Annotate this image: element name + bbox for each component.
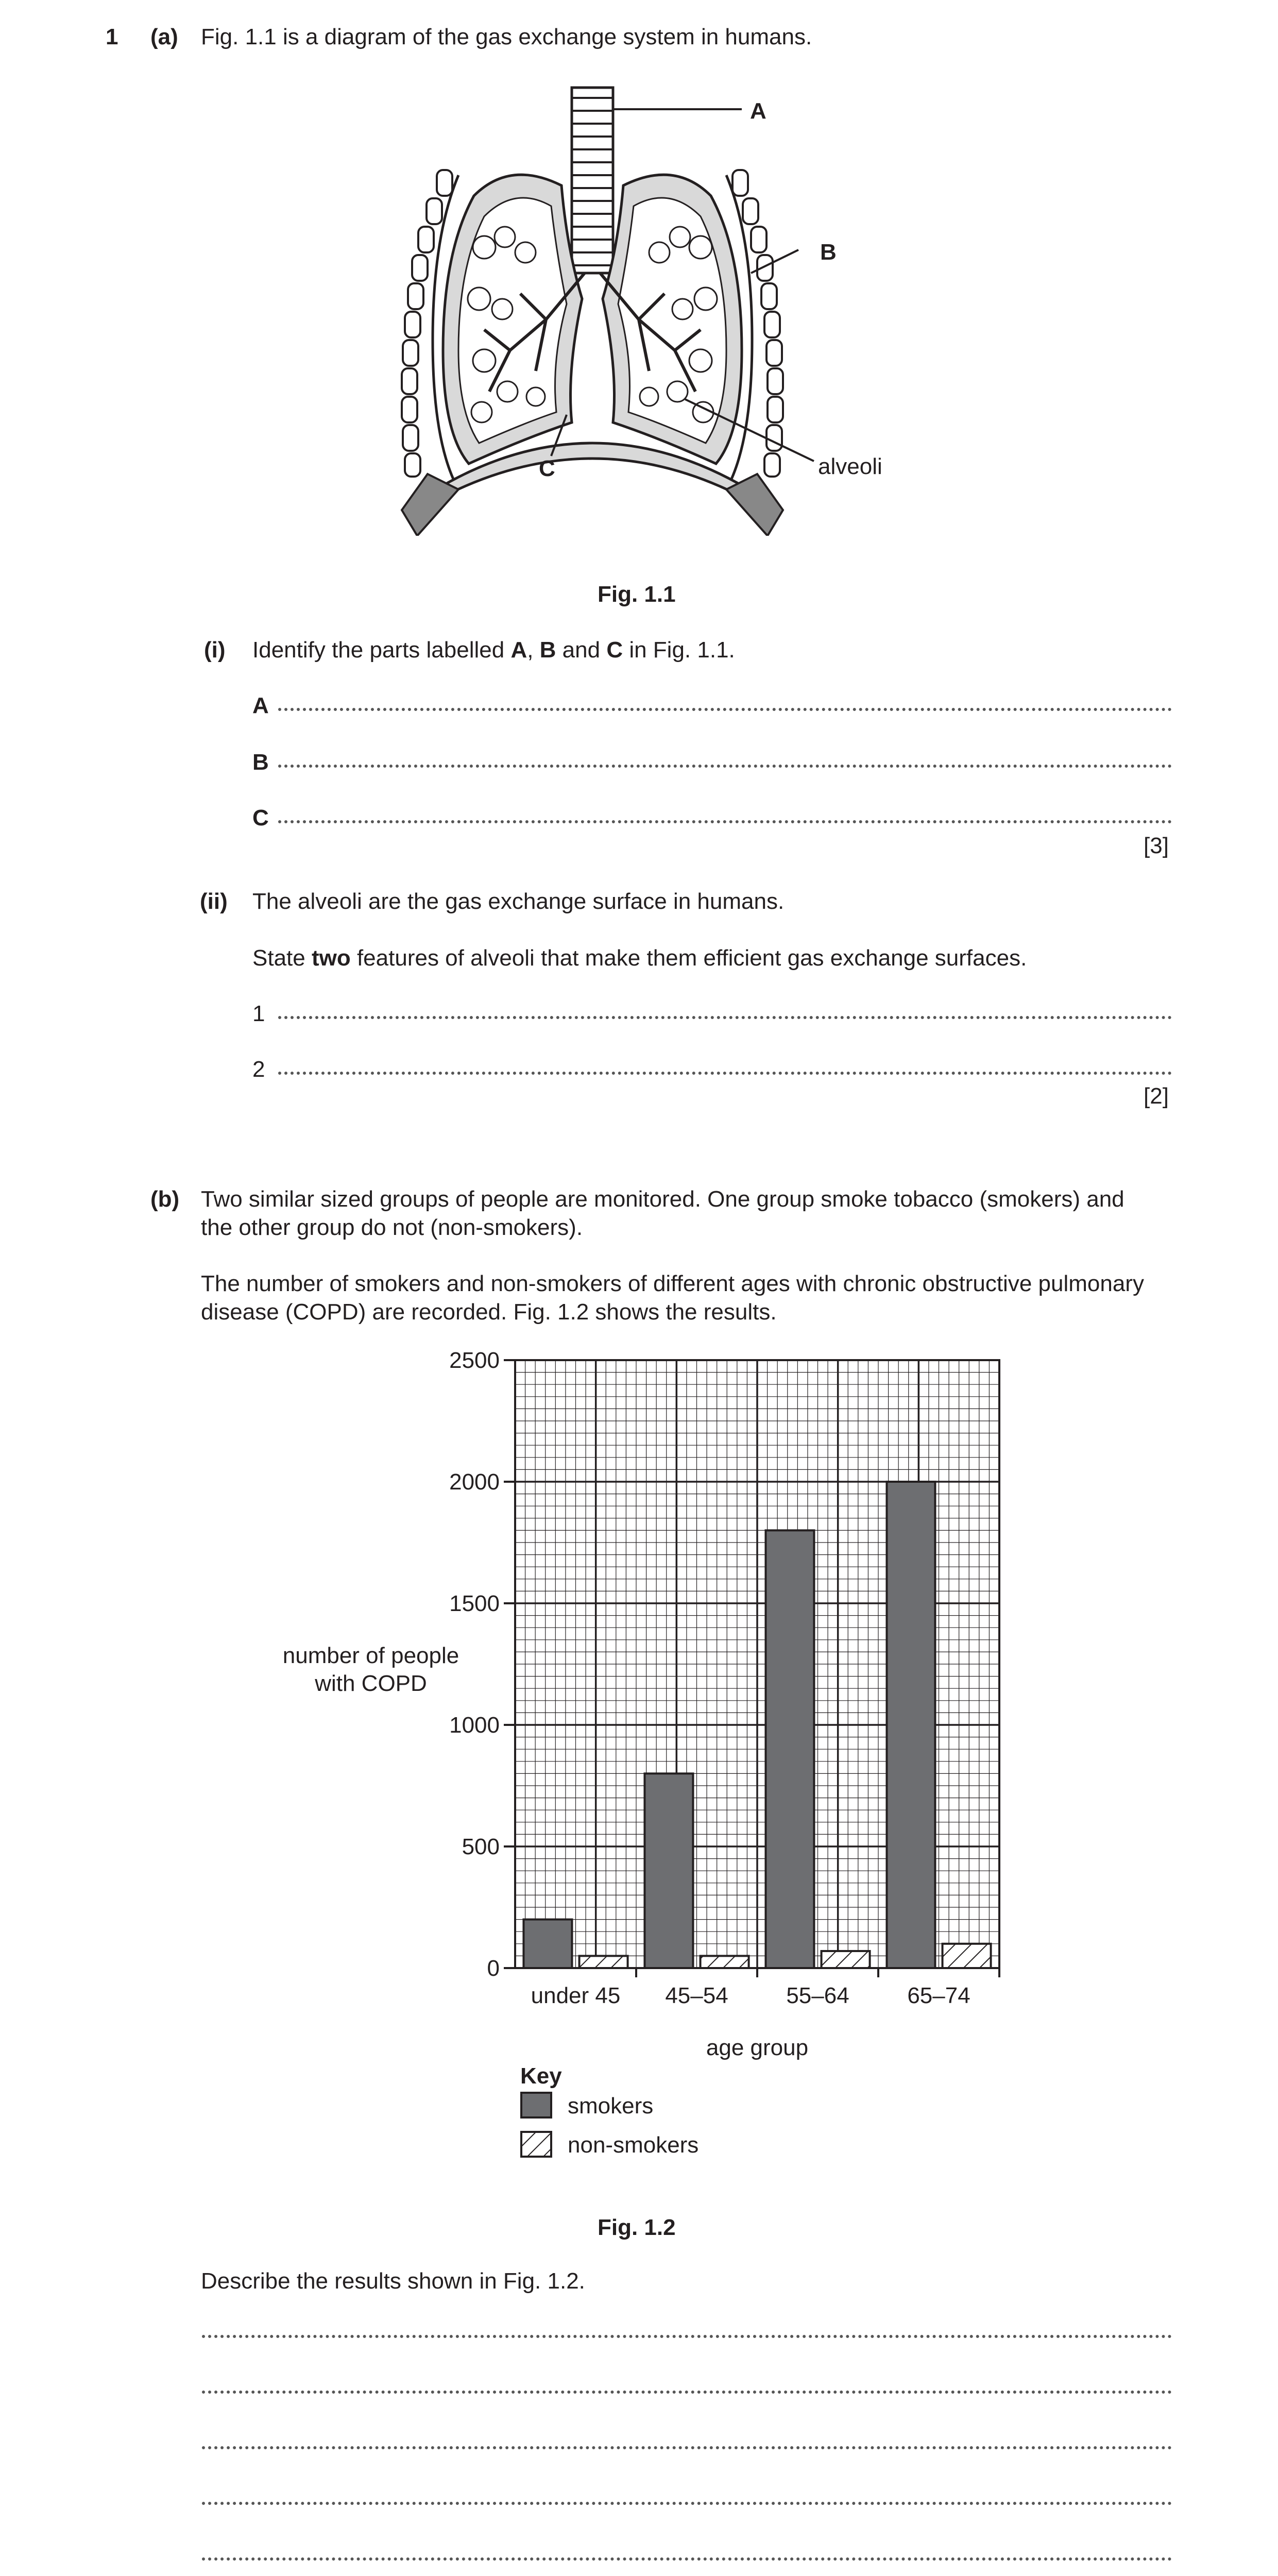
describe-line-2[interactable] [202, 2388, 1172, 2394]
x-tick-label: 55–64 [786, 1983, 849, 2008]
x-tick-label: 65–74 [907, 1983, 970, 2008]
x-tick-label: 45–54 [665, 1983, 728, 2008]
label-c: C [539, 456, 555, 481]
marks-a-i: [3] [1144, 833, 1169, 858]
answer-label-b: B [252, 750, 269, 775]
y-tick-label: 1000 [449, 1713, 500, 1738]
question-number: 1 [106, 24, 118, 49]
part-b-para2-line2: disease (COPD) are recorded. Fig. 1.2 shows the results. [201, 1299, 777, 1325]
part-b-para2-line1: The number of smokers and non-smokers of different ages with chronic obstructive pulmonary [201, 1271, 1144, 1296]
bar-non-smokers [822, 1951, 870, 1968]
answer-line-2[interactable] [278, 1070, 1172, 1075]
bar-smokers [765, 1530, 814, 1968]
gas-exchange-diagram [381, 82, 865, 536]
answer-label-c: C [252, 805, 269, 831]
answer-line-b[interactable] [278, 762, 1172, 768]
describe-line-5[interactable] [202, 2555, 1172, 2561]
part-a-ii-line1: The alveoli are the gas exchange surface in humans. [252, 889, 785, 914]
bar-non-smokers [943, 1944, 991, 1968]
part-b-para1-line2: the other group do not (non-smokers). [201, 1215, 583, 1240]
y-tick-label: 1500 [449, 1591, 500, 1616]
answer-label-a: A [252, 693, 269, 718]
key-smokers-swatch [520, 2092, 552, 2119]
part-a-ii-label: (ii) [200, 889, 228, 914]
part-a-i-text: Identify the parts labelled A, B and C in Fig. 1.1. [252, 637, 735, 663]
answer-label-2: 2 [252, 1057, 265, 1082]
fig-1-2-caption: Fig. 1.2 [598, 2215, 676, 2240]
answer-line-c[interactable] [278, 818, 1172, 823]
y-tick-label: 500 [462, 1834, 500, 1859]
answer-label-1: 1 [252, 1001, 265, 1026]
part-a-label: (a) [150, 24, 178, 49]
answer-line-a[interactable] [278, 706, 1172, 711]
part-b-prompt: Describe the results shown in Fig. 1.2. [201, 2268, 585, 2294]
answer-line-1[interactable] [278, 1014, 1172, 1019]
chart-ylabel-line2: with COPD [315, 1671, 427, 1696]
part-b-para1-line1: Two similar sized groups of people are monitored. One group smoke tobacco (smokers) and [201, 1187, 1124, 1212]
bar-smokers [644, 1773, 693, 1968]
key-nonsmokers-label: non-smokers [568, 2132, 699, 2158]
part-a-ii-state: State two features of alveoli that make them efficient gas exchange surfaces. [252, 945, 1027, 971]
y-tick-label: 2500 [449, 1350, 500, 1373]
key-nonsmokers-swatch [520, 2131, 552, 2158]
trachea [572, 88, 613, 273]
bar-smokers [887, 1482, 935, 1968]
label-b: B [820, 240, 837, 265]
label-alveoli: alveoli [818, 454, 882, 479]
bar-smokers [523, 1920, 572, 1968]
fig-1-1-caption: Fig. 1.1 [598, 582, 676, 607]
x-tick-label: under 45 [531, 1983, 621, 2008]
describe-line-3[interactable] [202, 2444, 1172, 2449]
key-smokers-label: smokers [568, 2093, 654, 2119]
key-title: Key [520, 2063, 562, 2089]
marks-a-ii: [2] [1144, 1083, 1169, 1109]
describe-line-1[interactable] [202, 2333, 1172, 2338]
y-tick-label: 2000 [449, 1469, 500, 1495]
part-b-label: (b) [150, 1187, 180, 1212]
y-tick-label: 0 [487, 1956, 500, 1981]
part-a-i-label: (i) [204, 637, 226, 663]
copd-bar-chart [443, 1350, 1041, 2050]
describe-line-4[interactable] [202, 2500, 1172, 2505]
part-a-intro: Fig. 1.1 is a diagram of the gas exchange system in humans. [201, 24, 812, 49]
label-a: A [750, 98, 766, 124]
chart-xticks [531, 1968, 999, 2008]
bar-non-smokers [580, 1956, 628, 1968]
chart-xlabel: age group [706, 2035, 809, 2060]
chart-ylabel-line1: number of people [282, 1643, 459, 1668]
chart-yticks [449, 1350, 515, 1981]
bar-non-smokers [701, 1956, 749, 1968]
